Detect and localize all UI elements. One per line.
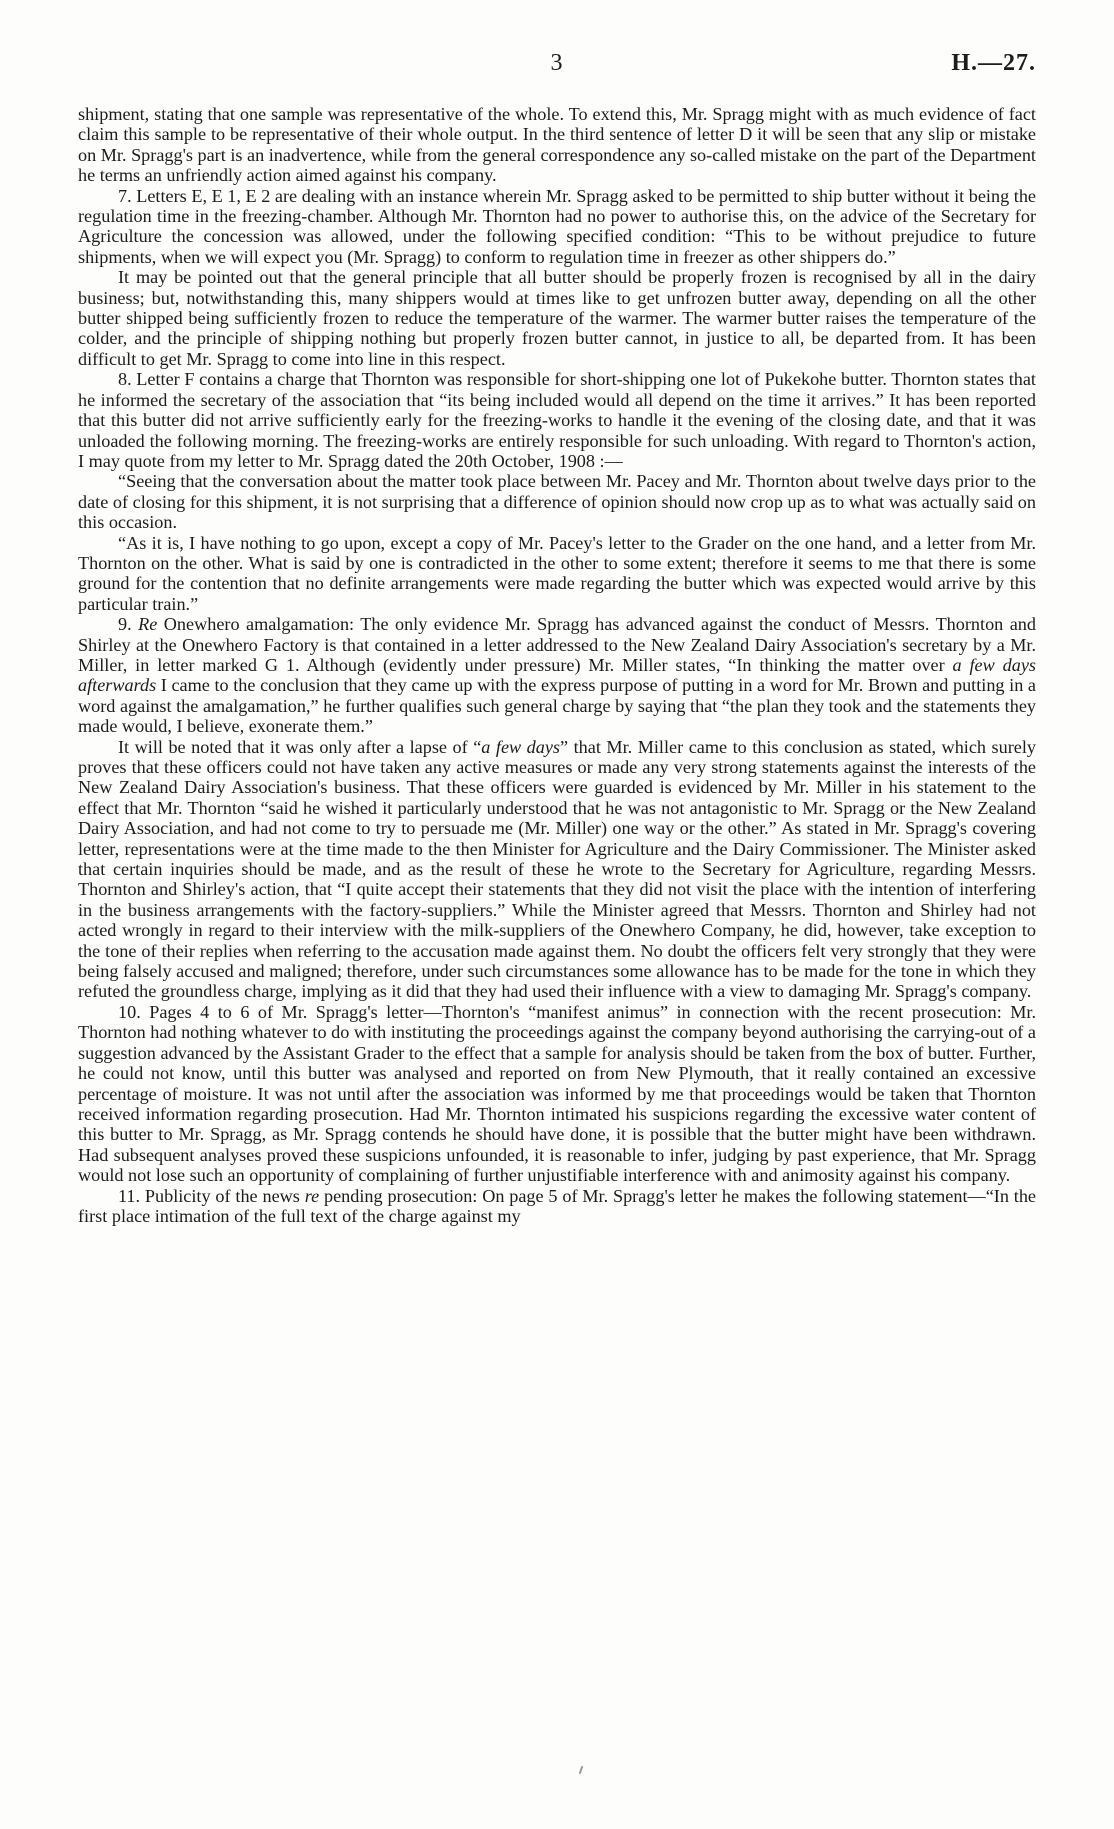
paragraph — [78, 186, 1036, 268]
paragraph-text: 8. Letter F contains a charge that Thornton was responsible for short-shipping one lot of Pukekohe butter. Thornton states that he informed the secretary of the association that “its being included would all depend on the time it arrives.” It has been reported that this butter did not arrive sufficiently early for the freezing-works to handle it the evening of the closing date, and that it was unloaded the following morning. The freezing-works are entirely responsible for such unloading. With regard to Thornton's action, I may quote from my letter to Mr. Spragg dated the 20th October, 1908 :— — [78, 369, 1036, 471]
paragraph — [78, 1002, 1036, 1186]
paragraph-text: Onewhero amalgamation: The only evidence Mr. Spragg has advanced against the conduct of Messrs. Thornton and Shirley at the Onewhero Factory is that contained in a letter addressed to the New Zealand Dairy Association's secretary by a Mr. Miller, in letter marked G 1. Although (evidently under pressure) Mr. Miller states, “In thinking the matter over — [78, 614, 1036, 675]
paragraph — [78, 1186, 1036, 1227]
italic-text: Re — [138, 614, 158, 635]
italic-text: a few days — [481, 736, 561, 757]
paragraph-text: 9. — [118, 614, 139, 635]
paragraph-text: shipment, stating that one sample was representative of the whole. To extend this, Mr. Spragg might with as much evidence of fact claim this sample to be representative of their whole output. In the third sentence of letter D it will be seen that any slip or mistake on Mr. Spragg's part is an inadvertence, while from the general correspondence any so-called mistake on the part of the Department he terms an unfriendly action aimed against his company. — [78, 104, 1036, 186]
page-number: 3 — [550, 50, 564, 76]
paragraph-text: It will be noted that it was only after a lapse of “ — [118, 736, 482, 757]
paragraph — [78, 737, 1036, 1002]
paragraph-text: 7. Letters E, E 1, E 2 are dealing with an instance wherein Mr. Spragg asked to be permitted to ship butter without it being the regulation time in the freezing-chamber. Although Mr. Thornton had no power to authorise this, on the advice of the Secretary for Agriculture the concession was allowed, under the following specified condition: “This to be without prejudice to future shipments, when we will expect you (Mr. Spragg) to conform to regulation time in freezer as other shippers do.” — [78, 185, 1036, 267]
paragraph-text: “Seeing that the conversation about the matter took place between Mr. Pacey and Mr. Thornton about twelve days prior to the date of closing for this shipment, it is not surprising that a difference of opinion should now crop up as to what was actually said on this occasion. — [78, 471, 1036, 533]
paragraph — [78, 614, 1036, 736]
body-text — [78, 104, 1036, 1226]
stray-mark — [579, 1766, 584, 1774]
paragraph — [78, 267, 1036, 369]
paragraph-text: “As it is, I have nothing to go upon, except a copy of Mr. Pacey's letter to the Grader on the one hand, and a letter from Mr. Thornton on the other. What is said by one is contradicted in the other to some extent; therefore it seems to me that there is some ground for the contention that no definite arrangements were made regarding the butter which was expected would arrive by this particular train.” — [78, 532, 1036, 614]
paragraph-text: I came to the conclusion that they came up with the express purpose of putting in a word for Mr. Brown and putting in a word against the amalgamation,” he further qualifies such general charge by saying that “the plan they took and the statements they made would, I believe, exonerate them.” — [78, 675, 1036, 737]
page-header — [78, 50, 1036, 80]
paragraph-text: 11. Publicity of the news — [118, 1185, 305, 1206]
paragraph-text: ” that Mr. Miller came to this conclusion as stated, which surely proves that these officers could not have taken any active measures or made any very strong statements against the interests of the New Zealand Dairy Association's business. That these officers were guarded is evidenced by Mr. Miller in his statement to the effect that Mr. Thornton “said he wished it particularly understood that he was not antagonistic to Mr. Spragg or the New Zealand Dairy Association, and had not come to try to persuade me (Mr. Miller) one way or the other.” As stated in Mr. Spragg's covering letter, representations were at the time made to the then Minister for Agriculture and the Dairy Commissioner. The Minister asked that certain inquiries should be made, and as the result of these he wrote to the Secretary for Agriculture, regarding Messrs. Thornton and Shirley's action, that “I quite accept their statements that they did not visit the place with the intention of interfering in the business arrangements with the factory-suppliers.” While the Minister agreed that Messrs. Thornton and Shirley had not acted wrongly in regard to their interview with the milk-suppliers of the Onewhero Company, he did, however, take exception to the tone of their replies when referring to the accusation made against them. No doubt the officers felt very strongly that they were being falsely accused and maligned; therefore, under such circumstances some allowance has to be made for the tone in which they refuted the groundless charge, implying as it did that they had used their influence with a view to damaging Mr. Spragg's company. — [78, 736, 1036, 1002]
paragraph — [78, 369, 1036, 471]
paragraph — [78, 104, 1036, 186]
italic-text: re — [304, 1185, 320, 1206]
paragraph-text: pending prosecution: On page 5 of Mr. Spragg's letter he makes the following statement—“In the first place intimation of the full text of the charge against my — [78, 1185, 1036, 1226]
paragraph — [78, 533, 1036, 615]
paragraph — [78, 471, 1036, 532]
paragraph-text: 10. Pages 4 to 6 of Mr. Spragg's letter—Thornton's “manifest animus” in connection with the recent prosecution: Mr. Thornton had nothing whatever to do with instituting the proceedings against the company beyond authorising the carrying-out of a suggestion advanced by the Assistant Grader to the effect that a sample for analysis should be taken from the box of butter. Further, he could not know, until this butter was analysed and reported on from New Plymouth, that it really contained an excessive percentage of moisture. It was not until after the association was informed by me that proceedings would be taken that Thornton received information regarding prosecution. Had Mr. Thornton intimated his suspicions regarding the excessive water content of this butter to Mr. Spragg, as Mr. Spragg contends he should have done, it is possible that the butter might have been withdrawn. Had subsequent analyses proved these suspicions unfounded, it is reasonable to infer, judging by past experience, that Mr. Spragg would not lose such an opportunity of complaining of further unjustifiable interference with and animosity against his company. — [78, 1001, 1036, 1186]
paragraph-text: It may be pointed out that the general principle that all butter should be properly frozen is recognised by all in the dairy business; but, notwithstanding this, many shippers would at times like to get unfrozen butter away, depending on all the other butter shipped being sufficiently frozen to reduce the temperature of the warmer. The warmer butter raises the temperature of the colder, and the principle of shipping nothing but properly frozen butter cannot, in justice to all, be departed from. It has been difficult to get Mr. Spragg to come into line in this respect. — [78, 267, 1036, 369]
document-reference: H.—27. — [951, 50, 1036, 76]
italic-text: a few days afterwards — [78, 654, 1036, 696]
